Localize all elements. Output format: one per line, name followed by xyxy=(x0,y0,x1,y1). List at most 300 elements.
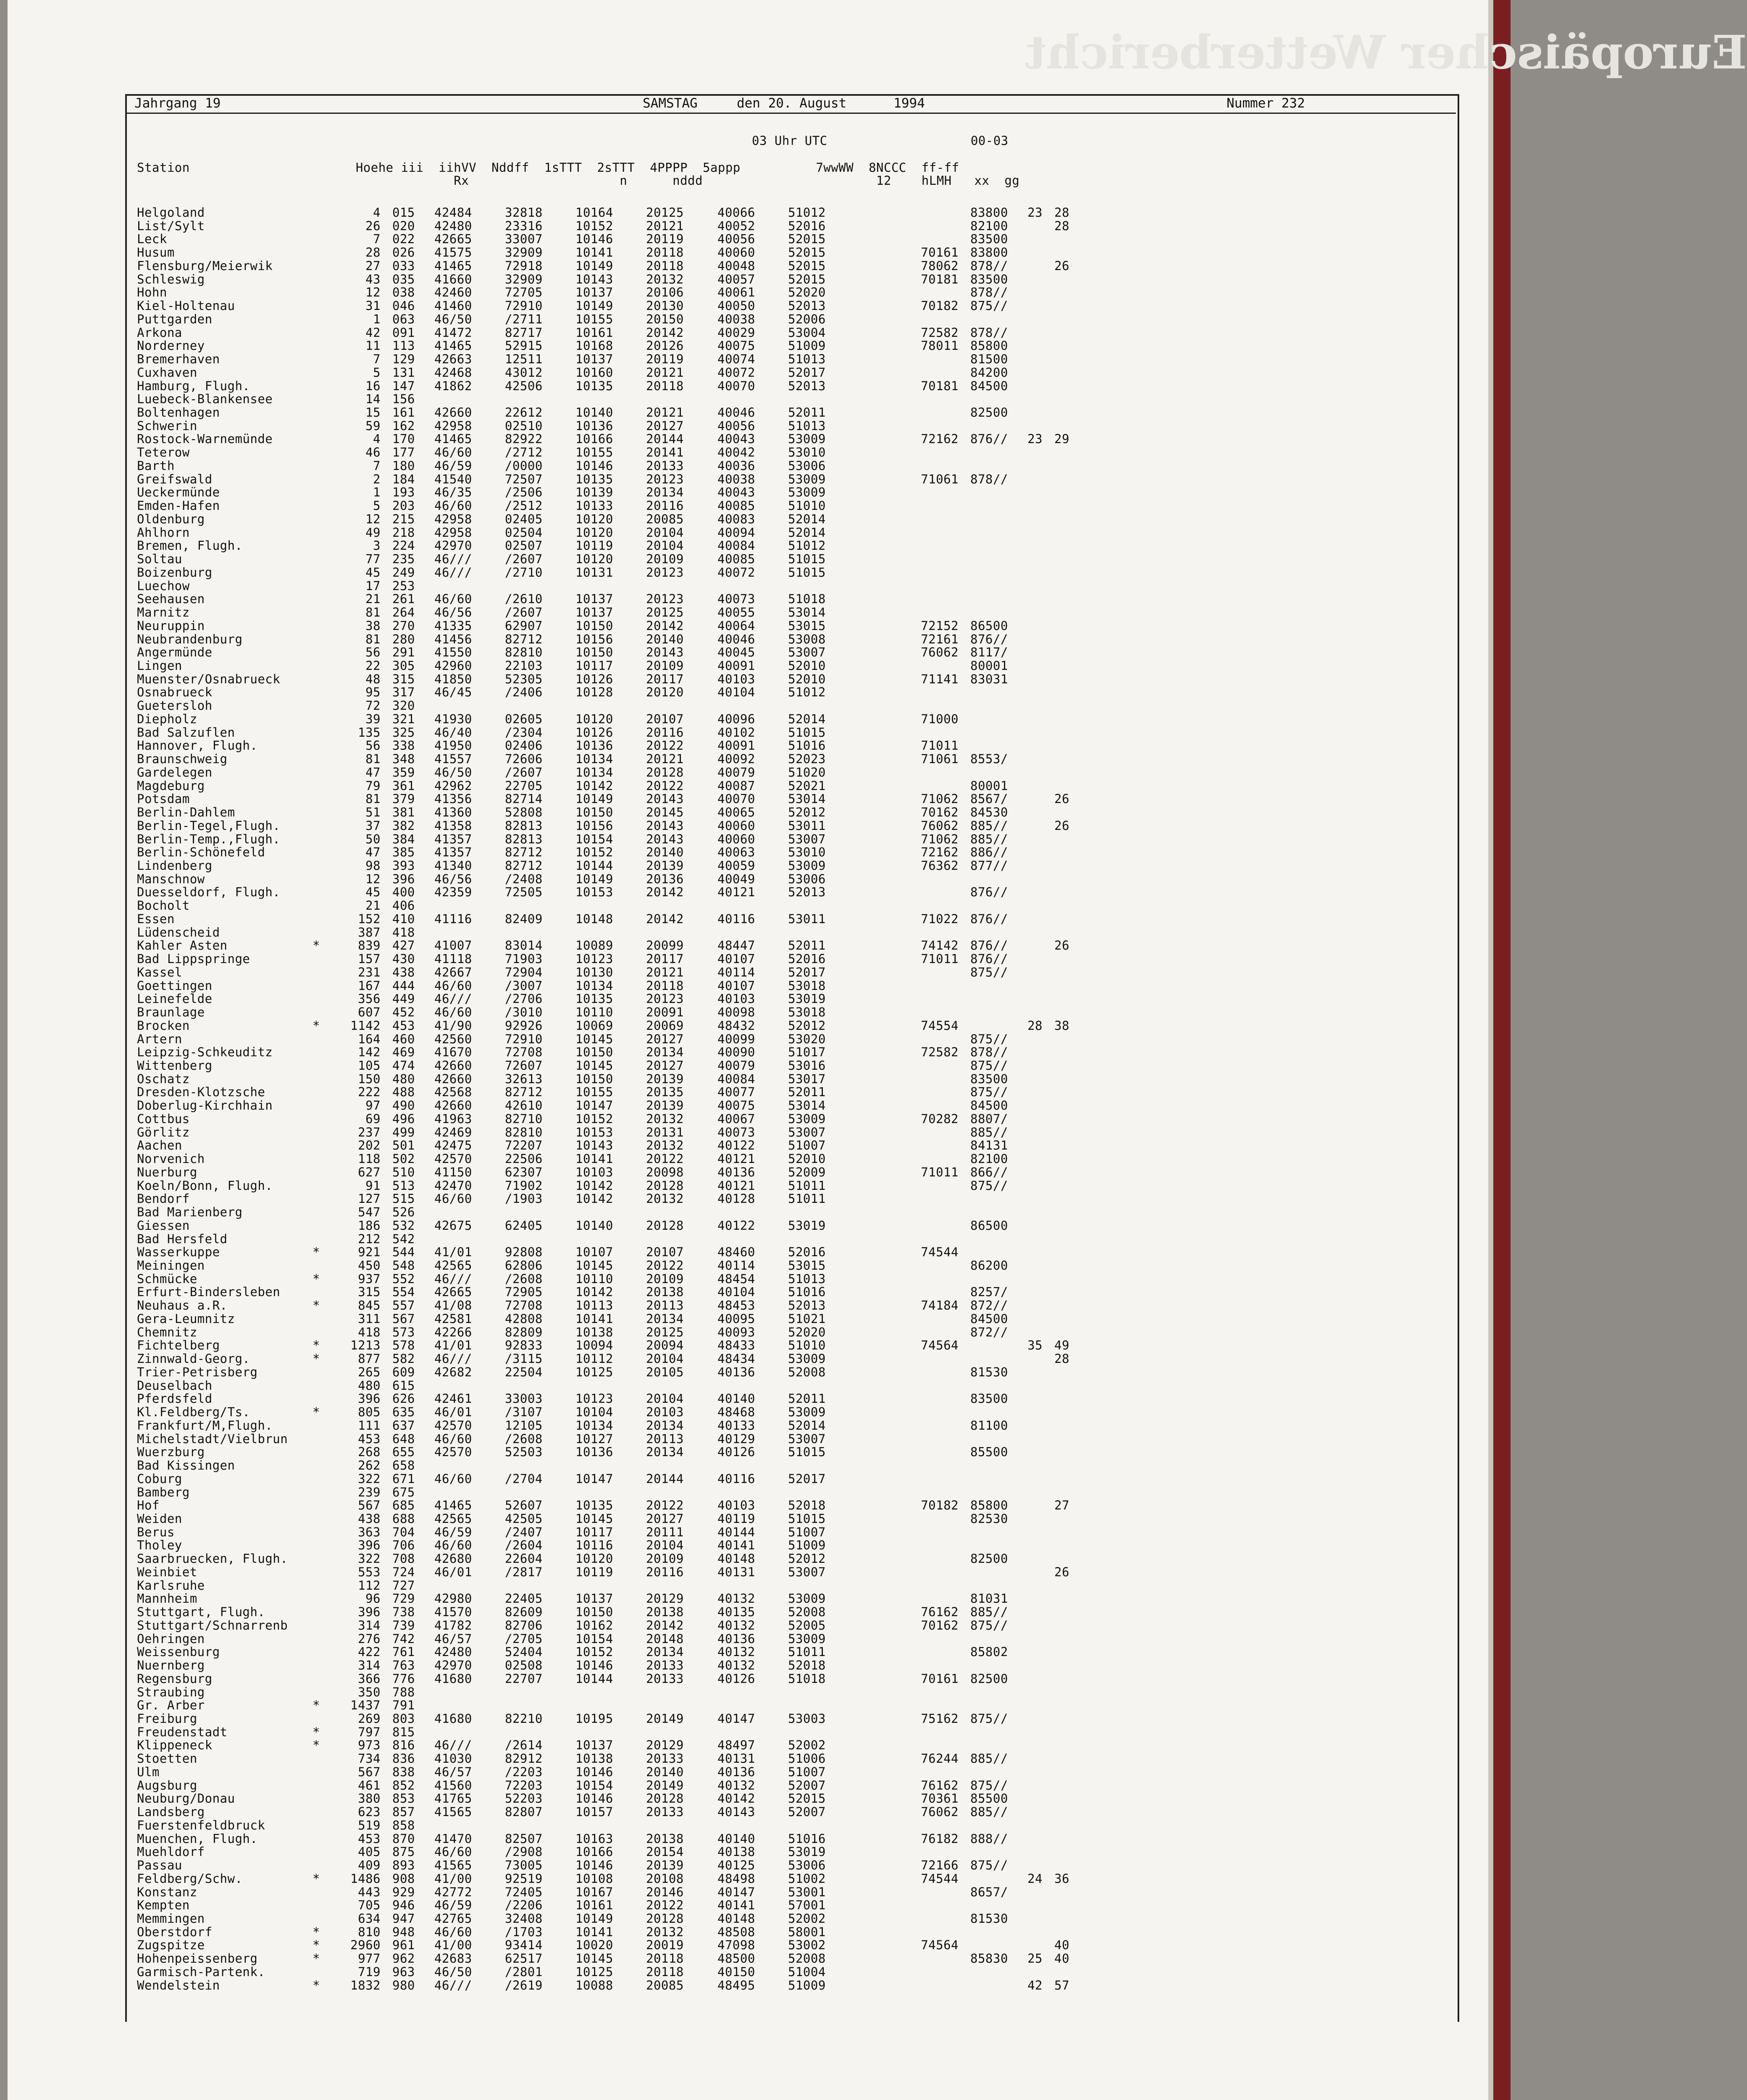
group-1sttt: 10117 xyxy=(575,1525,613,1539)
group-iihvv: 42772 xyxy=(434,1885,472,1899)
station-index: 552 xyxy=(392,1271,415,1286)
mountain-marker: * xyxy=(313,1338,320,1353)
group-2sttt: 20129 xyxy=(646,1591,684,1606)
group-5appp: 52007 xyxy=(788,1778,826,1793)
station-index: 406 xyxy=(392,898,415,913)
station-name: Berlin-Schönefeld xyxy=(137,845,265,860)
group-8nccc: 83031 xyxy=(970,672,1008,686)
station-height: 222 xyxy=(358,1085,381,1100)
station-name: Gr. Arber xyxy=(137,1698,205,1713)
station-height: 21 xyxy=(365,592,381,606)
group-iihvv: 42683 xyxy=(434,1951,472,1966)
group-iihvv: 46/56 xyxy=(434,605,472,620)
group-4pppp: 40141 xyxy=(717,1538,755,1553)
group-5appp: 51018 xyxy=(788,1671,826,1686)
station-index: 554 xyxy=(392,1285,415,1299)
group-4pppp: 40070 xyxy=(717,792,755,806)
group-1sttt: 10089 xyxy=(575,938,613,953)
group-8nccc: 875// xyxy=(970,299,1008,313)
group-4pppp: 40075 xyxy=(717,1098,755,1113)
station-index: 815 xyxy=(392,1725,415,1739)
group-iihvv: 41357 xyxy=(434,832,472,846)
station-index: 685 xyxy=(392,1498,415,1513)
group-5appp: 51018 xyxy=(788,592,826,606)
station-index: 578 xyxy=(392,1338,415,1353)
station-height: 98 xyxy=(365,858,381,873)
group-8nccc: 876// xyxy=(970,938,1008,953)
group-4pppp: 40092 xyxy=(717,752,755,766)
group-4pppp: 40056 xyxy=(717,418,755,433)
group-7wwww: 74564 xyxy=(921,1338,959,1353)
group-5appp: 53004 xyxy=(788,325,826,340)
group-8nccc: 872// xyxy=(970,1325,1008,1339)
station-name: Braunschweig xyxy=(137,752,228,766)
station-index: 739 xyxy=(392,1618,415,1633)
group-iihvv: 46/50 xyxy=(434,1964,472,1979)
group-8nccc: 83500 xyxy=(970,1071,1008,1086)
station-name: Freiburg xyxy=(137,1711,197,1726)
station-index: 033 xyxy=(392,258,415,273)
mountain-marker: * xyxy=(313,1698,320,1713)
station-name: Regensburg xyxy=(137,1671,213,1686)
group-nddff: 82807 xyxy=(505,1805,543,1819)
station-height: 111 xyxy=(358,1418,381,1433)
group-nddff: 52607 xyxy=(505,1498,543,1513)
group-4pppp: 40060 xyxy=(717,818,755,833)
station-height: 396 xyxy=(358,1538,381,1553)
group-2sttt: 20118 xyxy=(646,1951,684,1966)
station-name: Cuxhaven xyxy=(137,365,197,380)
station-height: 127 xyxy=(358,1192,381,1206)
group-5appp: 52002 xyxy=(788,1738,826,1753)
station-index: 410 xyxy=(392,911,415,926)
group-1sttt: 10131 xyxy=(575,565,613,580)
group-4pppp: 40073 xyxy=(717,592,755,606)
station-name: Hohenpeissenberg xyxy=(137,1951,258,1966)
group-5appp: 51010 xyxy=(788,499,826,513)
group-iihvv: 46/60 xyxy=(434,499,472,513)
group-2sttt: 20135 xyxy=(646,1085,684,1100)
group-1sttt: 10162 xyxy=(575,1618,613,1633)
station-height: 135 xyxy=(358,725,381,740)
group-5appp: 53006 xyxy=(788,458,826,473)
group-iihvv: 41850 xyxy=(434,672,472,686)
station-index: 688 xyxy=(392,1511,415,1526)
station-index: 947 xyxy=(392,1911,415,1926)
group-iihvv: 42570 xyxy=(434,1418,472,1433)
station-index: 557 xyxy=(392,1298,415,1313)
group-2sttt: 20133 xyxy=(646,1658,684,1673)
station-index: 763 xyxy=(392,1658,415,1673)
group-nddff: 82710 xyxy=(505,1111,543,1126)
station-index: 449 xyxy=(392,992,415,1006)
station-height: 1213 xyxy=(350,1338,381,1353)
group-4pppp: 40048 xyxy=(717,258,755,273)
station-height: 56 xyxy=(365,738,381,753)
group-8nccc: 80001 xyxy=(970,778,1008,793)
group-8nccc: 84500 xyxy=(970,378,1008,393)
group-2sttt: 20118 xyxy=(646,378,684,393)
group-1sttt: 10141 xyxy=(575,245,613,260)
group-nddff: 33007 xyxy=(505,232,543,247)
group-2sttt: 20134 xyxy=(646,1445,684,1460)
group-2sttt: 20134 xyxy=(646,1311,684,1326)
group-8nccc: 866// xyxy=(970,1165,1008,1179)
group-4pppp: 40132 xyxy=(717,1778,755,1793)
station-height: 1437 xyxy=(350,1698,381,1713)
station-index: 393 xyxy=(392,858,415,873)
station-index: 224 xyxy=(392,538,415,553)
group-nddff: 82809 xyxy=(505,1325,543,1339)
station-name: Cottbus xyxy=(137,1111,190,1126)
group-7wwww: 78011 xyxy=(921,339,959,353)
station-height: 231 xyxy=(358,965,381,979)
group-1sttt: 10110 xyxy=(575,1271,613,1286)
group-2sttt: 20121 xyxy=(646,365,684,380)
station-index: 836 xyxy=(392,1751,415,1766)
group-8nccc: 888// xyxy=(970,1831,1008,1846)
station-height: 17 xyxy=(365,578,381,593)
station-index: 235 xyxy=(392,552,415,567)
group-2sttt: 20109 xyxy=(646,658,684,673)
group-iihvv: 41/08 xyxy=(434,1298,472,1313)
group-7wwww: 76062 xyxy=(921,1805,959,1819)
group-1sttt: 10146 xyxy=(575,1658,613,1673)
station-index: 444 xyxy=(392,978,415,993)
group-8nccc: 8117/ xyxy=(970,645,1008,660)
group-iihvv: 42682 xyxy=(434,1365,472,1379)
group-5appp: 53018 xyxy=(788,1005,826,1020)
station-height: 202 xyxy=(358,1138,381,1153)
station-name: Lingen xyxy=(137,658,182,673)
station-name: Bad Salzuflen xyxy=(137,725,235,740)
group-4pppp: 40138 xyxy=(717,1845,755,1859)
group-2sttt: 20104 xyxy=(646,538,684,553)
group-1sttt: 10134 xyxy=(575,752,613,766)
group-iihvv: 42480 xyxy=(434,218,472,233)
station-index: 724 xyxy=(392,1564,415,1579)
station-height: 105 xyxy=(358,1058,381,1073)
group-1sttt: 10156 xyxy=(575,818,613,833)
station-name: Freudenstadt xyxy=(137,1725,228,1739)
station-name: Helgoland xyxy=(137,205,205,220)
group-1sttt: 10152 xyxy=(575,1645,613,1659)
group-4pppp: 40136 xyxy=(717,1764,755,1779)
group-nddff: 12511 xyxy=(505,352,543,367)
group-iihvv: 41565 xyxy=(434,1858,472,1873)
station-index: 510 xyxy=(392,1165,415,1179)
station-name: Doberlug-Kirchhain xyxy=(137,1098,273,1113)
station-index: 249 xyxy=(392,565,415,580)
group-iihvv: 41465 xyxy=(434,1498,472,1513)
group-8nccc: 82500 xyxy=(970,405,1008,420)
station-name: Seehausen xyxy=(137,592,205,606)
group-1sttt: 10145 xyxy=(575,1951,613,1966)
group-nddff: /1903 xyxy=(505,1192,543,1206)
station-name: Bad Lippspringe xyxy=(137,952,250,966)
station-index: 532 xyxy=(392,1218,415,1233)
station-index: 338 xyxy=(392,738,415,753)
observation-time: 03 Uhr UTC 00-03 xyxy=(752,134,1009,148)
group-2sttt: 20125 xyxy=(646,205,684,220)
group-8nccc: 81530 xyxy=(970,1365,1008,1379)
station-index: 499 xyxy=(392,1125,415,1139)
group-7wwww: 71061 xyxy=(921,752,959,766)
station-height: 81 xyxy=(365,632,381,646)
station-height: 81 xyxy=(365,752,381,766)
station-name: Manschnow xyxy=(137,872,205,886)
station-height: 363 xyxy=(358,1525,381,1539)
group-iihvv: 41570 xyxy=(434,1605,472,1620)
group-iihvv: 42475 xyxy=(434,1138,472,1153)
group-2sttt: 20126 xyxy=(646,339,684,353)
station-height: 810 xyxy=(358,1924,381,1939)
group-nddff: /3107 xyxy=(505,1405,543,1420)
station-name: Boltenhagen xyxy=(137,405,220,420)
group-5appp: 51011 xyxy=(788,1645,826,1659)
station-name: Puttgarden xyxy=(137,312,213,326)
group-2sttt: 20139 xyxy=(646,1858,684,1873)
station-index: 325 xyxy=(392,725,415,740)
group-4pppp: 40077 xyxy=(717,1085,755,1100)
group-nddff: 92808 xyxy=(505,1245,543,1260)
group-4pppp: 40064 xyxy=(717,618,755,633)
group-nddff: 92833 xyxy=(505,1338,543,1353)
station-height: 453 xyxy=(358,1831,381,1846)
group-4pppp: 40104 xyxy=(717,1285,755,1299)
group-7wwww: 76182 xyxy=(921,1831,959,1846)
group-8nccc: 84500 xyxy=(970,1311,1008,1326)
group-1sttt: 10112 xyxy=(575,1352,613,1366)
group-1sttt: 10160 xyxy=(575,365,613,380)
station-name: Augsburg xyxy=(137,1778,197,1793)
group-2sttt: 20133 xyxy=(646,1805,684,1819)
station-name: Wittenberg xyxy=(137,1058,213,1073)
group-nddff: /2607 xyxy=(505,765,543,780)
group-4pppp: 40063 xyxy=(717,845,755,860)
group-8nccc: 83500 xyxy=(970,232,1008,247)
group-nddff: /2206 xyxy=(505,1898,543,1913)
group-1sttt: 10137 xyxy=(575,1738,613,1753)
station-height: 142 xyxy=(358,1045,381,1060)
group-4pppp: 48500 xyxy=(717,1951,755,1966)
group-iihvv: 41557 xyxy=(434,752,472,766)
group-4pppp: 40114 xyxy=(717,1258,755,1273)
group-5appp: 53011 xyxy=(788,911,826,926)
group-nddff: 22103 xyxy=(505,658,543,673)
group-5appp: 53007 xyxy=(788,645,826,660)
station-name: Mannheim xyxy=(137,1591,197,1606)
group-8nccc: 886// xyxy=(970,845,1008,860)
group-1sttt: 10134 xyxy=(575,765,613,780)
station-name: Ueckermünde xyxy=(137,485,220,500)
group-5appp: 52021 xyxy=(788,778,826,793)
group-nddff: /2607 xyxy=(505,605,543,620)
group-2sttt: 20121 xyxy=(646,218,684,233)
station-height: 366 xyxy=(358,1671,381,1686)
group-iihvv: 41670 xyxy=(434,1045,472,1060)
group-iihvv: 42565 xyxy=(434,1258,472,1273)
station-height: 14 xyxy=(365,392,381,407)
group-nddff: 62517 xyxy=(505,1951,543,1966)
station-height: 12 xyxy=(365,512,381,526)
group-5appp: 52012 xyxy=(788,1018,826,1033)
station-index: 460 xyxy=(392,1032,415,1046)
group-iihvv: 46/60 xyxy=(434,1192,472,1206)
group-nddff: /2304 xyxy=(505,725,543,740)
group-nddff: 72507 xyxy=(505,472,543,486)
group-4pppp: 40084 xyxy=(717,538,755,553)
group-iihvv: 46/60 xyxy=(434,1845,472,1859)
group-1sttt: 10142 xyxy=(575,1285,613,1299)
station-index: 315 xyxy=(392,672,415,686)
group-1sttt: 10143 xyxy=(575,1138,613,1153)
group-iihvv: 42568 xyxy=(434,1085,472,1100)
group-2sttt: 20109 xyxy=(646,1271,684,1286)
station-height: 623 xyxy=(358,1805,381,1819)
station-height: 97 xyxy=(365,1098,381,1113)
station-index: 515 xyxy=(392,1192,415,1206)
group-5appp: 52020 xyxy=(788,285,826,300)
station-name: Karlsruhe xyxy=(137,1578,205,1593)
station-name: Hohn xyxy=(137,285,167,300)
station-height: 26 xyxy=(365,218,381,233)
group-8nccc: 885// xyxy=(970,1605,1008,1620)
group-4pppp: 40085 xyxy=(717,499,755,513)
station-name: Oschatz xyxy=(137,1071,190,1086)
group-5appp: 52013 xyxy=(788,1298,826,1313)
group-5appp: 51007 xyxy=(788,1525,826,1539)
gust-max: 23 xyxy=(1027,205,1043,220)
station-index: 321 xyxy=(392,711,415,726)
group-8nccc: 877// xyxy=(970,858,1008,873)
group-8nccc: 83500 xyxy=(970,272,1008,286)
group-7wwww: 72161 xyxy=(921,632,959,646)
station-height: 5 xyxy=(373,365,381,380)
station-index: 609 xyxy=(392,1365,415,1379)
group-nddff: 72505 xyxy=(505,885,543,900)
group-7wwww: 71000 xyxy=(921,711,959,726)
group-5appp: 52015 xyxy=(788,272,826,286)
group-iihvv: 42962 xyxy=(434,778,472,793)
group-nddff: 02406 xyxy=(505,738,543,753)
group-5appp: 53019 xyxy=(788,992,826,1006)
group-5appp: 52013 xyxy=(788,378,826,393)
station-index: 893 xyxy=(392,1858,415,1873)
station-index: 400 xyxy=(392,885,415,900)
group-8nccc: 80001 xyxy=(970,658,1008,673)
group-2sttt: 20145 xyxy=(646,805,684,820)
group-5appp: 51016 xyxy=(788,1285,826,1299)
group-7wwww: 70181 xyxy=(921,272,959,286)
group-4pppp: 40122 xyxy=(717,1218,755,1233)
group-1sttt: 10152 xyxy=(575,1111,613,1126)
group-1sttt: 10138 xyxy=(575,1751,613,1766)
station-index: 542 xyxy=(392,1231,415,1246)
group-iihvv: 42765 xyxy=(434,1911,472,1926)
group-4pppp: 40084 xyxy=(717,1071,755,1086)
station-index: 655 xyxy=(392,1445,415,1460)
station-index: 816 xyxy=(392,1738,415,1753)
group-iihvv: 42565 xyxy=(434,1511,472,1526)
group-5appp: 53003 xyxy=(788,1711,826,1726)
group-8nccc: 878// xyxy=(970,258,1008,273)
group-2sttt: 20109 xyxy=(646,552,684,567)
station-height: 705 xyxy=(358,1898,381,1913)
station-height: 839 xyxy=(358,938,381,953)
group-4pppp: 40126 xyxy=(717,1671,755,1686)
group-2sttt: 20150 xyxy=(646,312,684,326)
group-2sttt: 20132 xyxy=(646,1192,684,1206)
gust-max: 35 xyxy=(1027,1338,1043,1353)
group-1sttt: 10147 xyxy=(575,1098,613,1113)
station-index: 803 xyxy=(392,1711,415,1726)
group-2sttt: 20140 xyxy=(646,1764,684,1779)
group-2sttt: 20104 xyxy=(646,1391,684,1406)
station-height: 81 xyxy=(365,605,381,620)
group-nddff: 82712 xyxy=(505,845,543,860)
group-4pppp: 40136 xyxy=(717,1365,755,1379)
station-name: Memmingen xyxy=(137,1911,205,1926)
group-iihvv: 46/45 xyxy=(434,685,472,700)
station-index: 761 xyxy=(392,1645,415,1659)
group-5appp: 53011 xyxy=(788,818,826,833)
station-index: 671 xyxy=(392,1471,415,1486)
column-headers: Station Hoehe iii iihVV Nddff 1sTTT 2sTTT 4PPPP 5appp 7wwWW 8NCCC ff-ff xyxy=(137,160,959,175)
group-iihvv: 46/01 xyxy=(434,1405,472,1420)
station-height: 59 xyxy=(365,418,381,433)
station-name: Bocholt xyxy=(137,898,190,913)
group-nddff: /2407 xyxy=(505,1525,543,1539)
group-4pppp: 40074 xyxy=(717,352,755,367)
group-iihvv: 46/// xyxy=(434,992,472,1006)
gust-max-2: 38 xyxy=(1054,1018,1069,1033)
station-index: 858 xyxy=(392,1818,415,1832)
group-1sttt: 10141 xyxy=(575,1924,613,1939)
group-2sttt: 20134 xyxy=(646,1645,684,1659)
group-8nccc: 85800 xyxy=(970,1498,1008,1513)
group-5appp: 53009 xyxy=(788,1111,826,1126)
group-5appp: 53017 xyxy=(788,1071,826,1086)
group-iihvv: 42570 xyxy=(434,1445,472,1460)
group-nddff: 42506 xyxy=(505,378,543,393)
group-nddff: 42505 xyxy=(505,1511,543,1526)
station-name: Tholey xyxy=(137,1538,182,1553)
group-4pppp: 40132 xyxy=(717,1645,755,1659)
group-1sttt: 10168 xyxy=(575,339,613,353)
group-8nccc: 876// xyxy=(970,911,1008,926)
station-name: Teterow xyxy=(137,445,190,460)
group-5appp: 51015 xyxy=(788,1511,826,1526)
group-nddff: /2711 xyxy=(505,312,543,326)
group-iihvv: 46/60 xyxy=(434,1924,472,1939)
group-7wwww: 72582 xyxy=(921,1045,959,1060)
group-4pppp: 40103 xyxy=(717,672,755,686)
station-height: 2 xyxy=(373,472,381,486)
group-iihvv: 46/// xyxy=(434,1271,472,1286)
station-height: 480 xyxy=(358,1378,381,1393)
station-index: 015 xyxy=(392,205,415,220)
group-8nccc: 84530 xyxy=(970,805,1008,820)
group-8nccc: 875// xyxy=(970,1711,1008,1726)
station-name: Chemnitz xyxy=(137,1325,197,1339)
group-5appp: 52018 xyxy=(788,1498,826,1513)
group-2sttt: 20122 xyxy=(646,738,684,753)
station-height: 15 xyxy=(365,405,381,420)
group-4pppp: 48433 xyxy=(717,1338,755,1353)
station-index: 946 xyxy=(392,1898,415,1913)
group-8nccc: 85802 xyxy=(970,1645,1008,1659)
